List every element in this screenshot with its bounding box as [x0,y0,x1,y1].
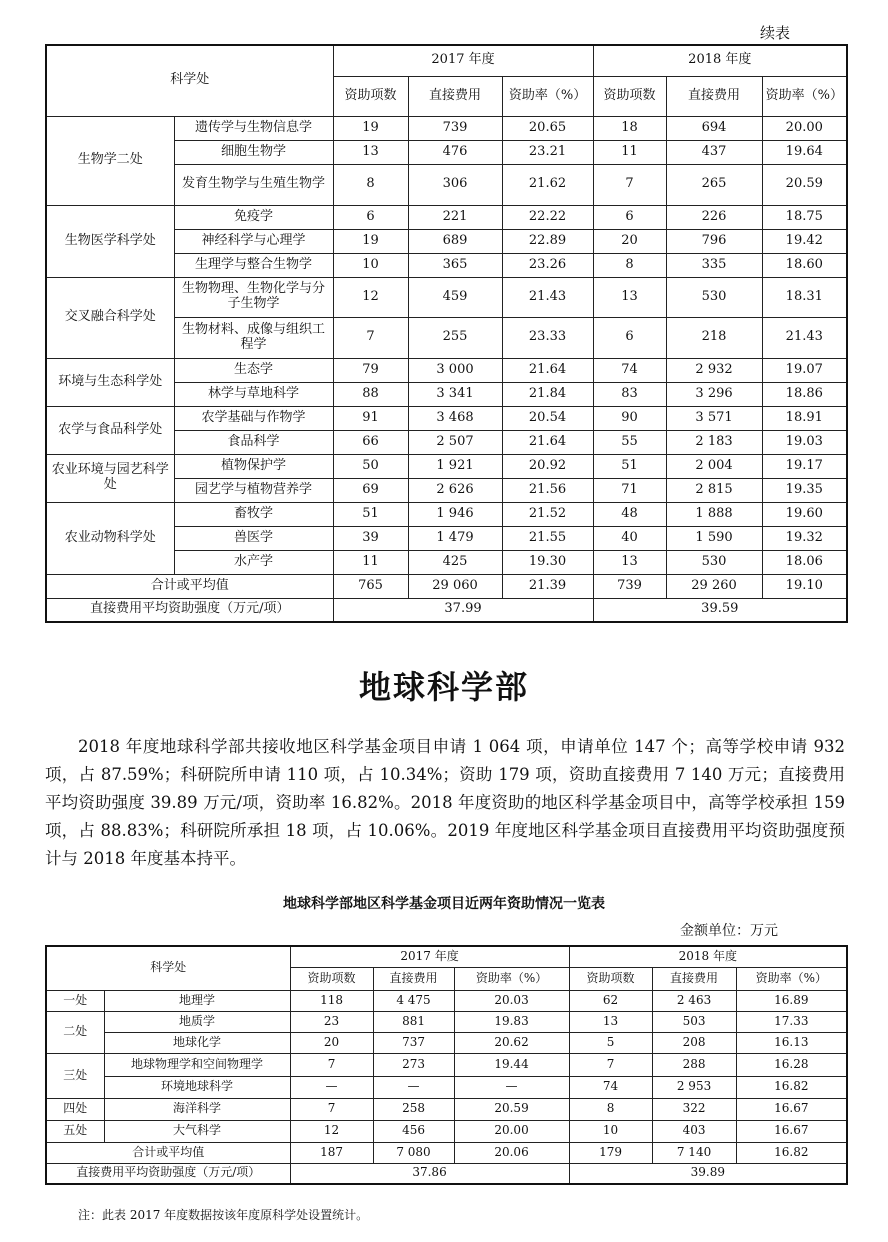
table-row [46,406,847,430]
value-cell: 19 [333,229,408,253]
value-cell: 23.33 [502,317,593,358]
total-row [46,1142,847,1163]
value-cell: 221 [408,205,502,229]
intensity-row [46,598,847,622]
dept-name: 二处 [46,1011,104,1053]
subject-name: 发育生物学与生殖生物学 [174,164,333,205]
dept-name: 三处 [46,1053,104,1098]
value-cell: 13 [593,277,666,317]
table-row [46,1032,847,1053]
value-cell: 18.06 [762,550,847,574]
subject-name: 植物保护学 [174,454,333,478]
subject-name: 地球化学 [104,1032,290,1053]
subject-name: 大气科学 [104,1120,290,1142]
value-cell: 21.43 [502,277,593,317]
value-cell: 51 [333,502,408,526]
dept-name: 农业环境与园艺科学处 [46,454,174,502]
total-value: 7 140 [652,1142,736,1163]
value-cell: 13 [593,550,666,574]
value-cell: 20 [593,229,666,253]
value-cell: 530 [666,550,762,574]
value-cell: 21.84 [502,382,593,406]
value-cell: — [454,1076,569,1098]
subject-name: 生态学 [174,358,333,382]
header-rate: 资助率（%） [502,76,593,116]
subject-name: 海洋科学 [104,1098,290,1120]
table-row [46,454,847,478]
value-cell: 3 000 [408,358,502,382]
earth-science-table [45,945,848,1185]
value-cell: 7 [593,164,666,205]
subject-name: 兽医学 [174,526,333,550]
value-cell: 2 507 [408,430,502,454]
header-count: 资助项数 [290,967,373,990]
header-cost: 直接费用 [652,967,736,990]
value-cell: 288 [652,1053,736,1076]
value-cell: 18.86 [762,382,847,406]
value-cell: 19.83 [454,1011,569,1032]
value-cell: 1 888 [666,502,762,526]
total-label: 合计或平均值 [46,574,333,598]
subject-name: 细胞生物学 [174,140,333,164]
subject-name: 地球物理学和空间物理学 [104,1053,290,1076]
value-cell: 335 [666,253,762,277]
total-label: 合计或平均值 [46,1142,290,1163]
intensity-label: 直接费用平均资助强度（万元/项） [46,598,333,622]
value-cell: 19.32 [762,526,847,550]
header-count: 资助项数 [593,76,666,116]
value-cell: 208 [652,1032,736,1053]
value-cell: 739 [408,116,502,140]
value-cell: 7 [569,1053,652,1076]
table-row [46,116,847,140]
section-title: 地球科学部 [358,668,529,706]
dept-name: 交叉融合科学处 [46,277,174,358]
value-cell: 90 [593,406,666,430]
value-cell: — [373,1076,454,1098]
value-cell: 21.62 [502,164,593,205]
subject-name: 食品科学 [174,430,333,454]
value-cell: 12 [290,1120,373,1142]
header-dept: 科学处 [46,946,290,990]
footnote: 注：此表 2017 年度数据按该年度原科学处设置统计。 [78,1208,369,1222]
value-cell: 365 [408,253,502,277]
value-cell: 437 [666,140,762,164]
value-cell: 19.35 [762,478,847,502]
value-cell: 503 [652,1011,736,1032]
header-count: 资助项数 [333,76,408,116]
value-cell: 258 [373,1098,454,1120]
value-cell: 18 [593,116,666,140]
value-cell: 881 [373,1011,454,1032]
table-row [46,1053,847,1076]
value-cell: 5 [569,1032,652,1053]
value-cell: 19.60 [762,502,847,526]
dept-name: 生物学二处 [46,116,174,205]
value-cell: 11 [593,140,666,164]
value-cell: 62 [569,990,652,1011]
value-cell: 21.64 [502,430,593,454]
value-cell: 13 [569,1011,652,1032]
value-cell: 476 [408,140,502,164]
header-year-2018: 2018 年度 [593,45,847,76]
value-cell: 13 [333,140,408,164]
value-cell: 6 [593,205,666,229]
value-cell: 17.33 [736,1011,847,1032]
total-value: 21.39 [502,574,593,598]
table-row [46,205,847,229]
value-cell: 2 815 [666,478,762,502]
subject-name: 免疫学 [174,205,333,229]
value-cell: 3 468 [408,406,502,430]
dept-name: 生物医学科学处 [46,205,174,277]
value-cell: 20.00 [454,1120,569,1142]
dept-name: 环境与生态科学处 [46,358,174,406]
subject-name: 地质学 [104,1011,290,1032]
header-cost: 直接费用 [408,76,502,116]
value-cell: 23 [290,1011,373,1032]
value-cell: 88 [333,382,408,406]
header-year-2018: 2018 年度 [569,946,847,967]
value-cell: 23.21 [502,140,593,164]
subject-name: 环境地球科学 [104,1076,290,1098]
value-cell: 118 [290,990,373,1011]
value-cell: 74 [593,358,666,382]
value-cell: 18.31 [762,277,847,317]
intensity-label: 直接费用平均资助强度（万元/项） [46,1163,290,1184]
value-cell: 23.26 [502,253,593,277]
table-title: 地球科学部地区科学基金项目近两年资助情况一览表 [283,896,605,912]
value-cell: 1 921 [408,454,502,478]
value-cell: 16.13 [736,1032,847,1053]
value-cell: 403 [652,1120,736,1142]
value-cell: 21.55 [502,526,593,550]
amount-unit: 金额单位：万元 [680,923,778,939]
subject-name: 神经科学与心理学 [174,229,333,253]
value-cell: 91 [333,406,408,430]
continued-label: 续表 [760,24,791,42]
value-cell: 737 [373,1032,454,1053]
table-row [46,277,847,317]
value-cell: 694 [666,116,762,140]
value-cell: 218 [666,317,762,358]
subject-name: 生理学与整合生物学 [174,253,333,277]
table-row [46,990,847,1011]
value-cell: 796 [666,229,762,253]
value-cell: 3 341 [408,382,502,406]
value-cell: 6 [593,317,666,358]
value-cell: 2 953 [652,1076,736,1098]
header-dept: 科学处 [46,45,333,116]
value-cell: 48 [593,502,666,526]
value-cell: 16.67 [736,1098,847,1120]
total-value: 29 260 [666,574,762,598]
value-cell: 7 [333,317,408,358]
total-value: 179 [569,1142,652,1163]
header-count: 资助项数 [569,967,652,990]
intensity-row [46,1163,847,1184]
value-cell: 19.42 [762,229,847,253]
value-cell: 18.91 [762,406,847,430]
value-cell: 19.64 [762,140,847,164]
value-cell: 459 [408,277,502,317]
value-cell: 19.17 [762,454,847,478]
table-row [46,1120,847,1142]
table-row [46,1098,847,1120]
header-rate: 资助率（%） [454,967,569,990]
total-value: 19.10 [762,574,847,598]
subject-name: 生物物理、生物化学与分子生物学 [174,277,333,317]
value-cell: 19.30 [502,550,593,574]
value-cell: 3 296 [666,382,762,406]
intensity-value: 39.59 [593,598,847,622]
value-cell: 20.00 [762,116,847,140]
table-row [46,1076,847,1098]
value-cell: 2 463 [652,990,736,1011]
total-value: 16.82 [736,1142,847,1163]
value-cell: 689 [408,229,502,253]
value-cell: 4 475 [373,990,454,1011]
total-value: 7 080 [373,1142,454,1163]
value-cell: 19 [333,116,408,140]
value-cell: 255 [408,317,502,358]
value-cell: 12 [333,277,408,317]
value-cell: 20 [290,1032,373,1053]
total-value: 739 [593,574,666,598]
subject-name: 生物材料、成像与组织工程学 [174,317,333,358]
value-cell: 1 479 [408,526,502,550]
total-value: 187 [290,1142,373,1163]
value-cell: 79 [333,358,408,382]
value-cell: 20.92 [502,454,593,478]
value-cell: 2 932 [666,358,762,382]
life-science-table [45,44,848,623]
value-cell: 21.64 [502,358,593,382]
header-year-2017: 2017 年度 [333,45,593,76]
dept-name: 农学与食品科学处 [46,406,174,454]
value-cell: 8 [333,164,408,205]
header-cost: 直接费用 [373,967,454,990]
value-cell: 10 [333,253,408,277]
value-cell: 21.56 [502,478,593,502]
value-cell: 425 [408,550,502,574]
value-cell: 39 [333,526,408,550]
value-cell: 3 571 [666,406,762,430]
value-cell: 16.67 [736,1120,847,1142]
value-cell: 7 [290,1053,373,1076]
subject-name: 林学与草地科学 [174,382,333,406]
table-row [46,502,847,526]
value-cell: 16.28 [736,1053,847,1076]
value-cell: 6 [333,205,408,229]
value-cell: 456 [373,1120,454,1142]
value-cell: 273 [373,1053,454,1076]
dept-name: 一处 [46,990,104,1011]
value-cell: 20.62 [454,1032,569,1053]
value-cell: 8 [569,1098,652,1120]
table-body [46,116,847,622]
value-cell: 265 [666,164,762,205]
value-cell: 40 [593,526,666,550]
value-cell: — [290,1076,373,1098]
value-cell: 50 [333,454,408,478]
dept-name: 农业动物科学处 [46,502,174,574]
value-cell: 21.43 [762,317,847,358]
value-cell: 322 [652,1098,736,1120]
value-cell: 20.03 [454,990,569,1011]
value-cell: 21.52 [502,502,593,526]
value-cell: 20.65 [502,116,593,140]
value-cell: 8 [593,253,666,277]
table-row [46,358,847,382]
total-value: 20.06 [454,1142,569,1163]
subject-name: 地理学 [104,990,290,1011]
subject-name: 遗传学与生物信息学 [174,116,333,140]
subject-name: 园艺学与植物营养学 [174,478,333,502]
value-cell: 19.44 [454,1053,569,1076]
value-cell: 10 [569,1120,652,1142]
value-cell: 7 [290,1098,373,1120]
value-cell: 20.59 [762,164,847,205]
value-cell: 18.75 [762,205,847,229]
value-cell: 11 [333,550,408,574]
dept-name: 四处 [46,1098,104,1120]
total-row [46,574,847,598]
value-cell: 19.03 [762,430,847,454]
value-cell: 83 [593,382,666,406]
intensity-value: 37.86 [290,1163,569,1184]
value-cell: 1 590 [666,526,762,550]
value-cell: 20.59 [454,1098,569,1120]
dept-name: 五处 [46,1120,104,1142]
intensity-value: 39.89 [569,1163,847,1184]
value-cell: 16.82 [736,1076,847,1098]
value-cell: 226 [666,205,762,229]
total-value: 765 [333,574,408,598]
subject-name: 畜牧学 [174,502,333,526]
total-value: 29 060 [408,574,502,598]
value-cell: 22.89 [502,229,593,253]
value-cell: 51 [593,454,666,478]
value-cell: 66 [333,430,408,454]
value-cell: 19.07 [762,358,847,382]
value-cell: 2 183 [666,430,762,454]
subject-name: 农学基础与作物学 [174,406,333,430]
value-cell: 71 [593,478,666,502]
value-cell: 69 [333,478,408,502]
value-cell: 22.22 [502,205,593,229]
value-cell: 306 [408,164,502,205]
value-cell: 18.60 [762,253,847,277]
table-body [46,990,847,1184]
header-rate: 资助率（%） [736,967,847,990]
subject-name: 水产学 [174,550,333,574]
value-cell: 20.54 [502,406,593,430]
value-cell: 74 [569,1076,652,1098]
value-cell: 55 [593,430,666,454]
value-cell: 2 004 [666,454,762,478]
value-cell: 1 946 [408,502,502,526]
value-cell: 16.89 [736,990,847,1011]
value-cell: 530 [666,277,762,317]
value-cell: 2 626 [408,478,502,502]
intensity-value: 37.99 [333,598,593,622]
header-year-2017: 2017 年度 [290,946,569,967]
intro-paragraph: 2018 年度地球科学部共接收地区科学基金项目申请 1 064 项，申请单位 147 个；高等学校申请 932 项，占 87.59%；科研院所申请 110 项，占 10.34%；资助 179 项，资助直接费用 7 140 万元；直接费用平均资助强度 39.89 万元/项，资助率 16.82%。2018 年度资助的地区科学基金项目中，高等学校承担 159 项，占 88.83%；科研院所承担 18 项，占 10.06%。2019 年度地区科学基金项目直接费用平均资助强度预计与 2018 年度基本持平。 [45,737,845,868]
header-cost: 直接费用 [666,76,762,116]
header-rate: 资助率（%） [762,76,847,116]
table-row [46,1011,847,1032]
